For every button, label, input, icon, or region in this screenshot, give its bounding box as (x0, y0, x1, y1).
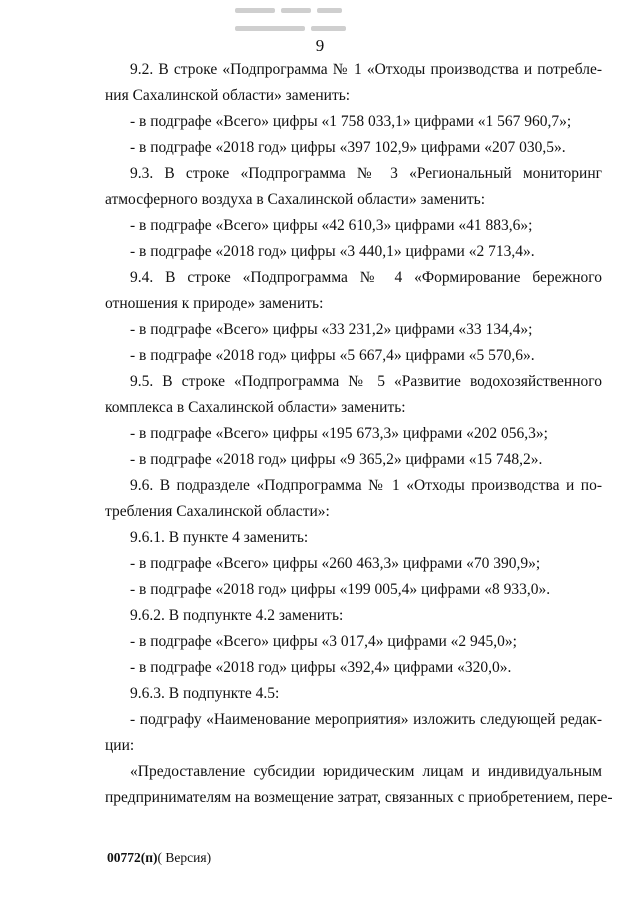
list-item: - в подграфе «2018 год» цифры «397 102,9» цифрами «207 030,5». (130, 139, 566, 156)
list-item: - в подграфе «2018 год» цифры «9 365,2» цифрами «15 748,2». (130, 451, 543, 468)
list-item: - в подграфе «Всего» цифры «1 758 033,1» цифрами «1 567 960,7»; (130, 113, 572, 130)
paragraph-line: атмосферного воздуха в Сахалинской области» заменить: (105, 191, 486, 208)
list-item: - в подграфе «Всего» цифры «42 610,3» цифрами «41 883,6»; (130, 217, 533, 234)
page-number: 9 (315, 36, 325, 55)
list-item: - в подграфе «Всего» цифры «195 673,3» цифрами «202 056,3»; (130, 425, 548, 442)
paragraph-line: «Предоставление субсидии юридическим лицам и индивидуальным (130, 763, 602, 780)
section-heading: 9.6.2. В подпункте 4.2 заменить: (130, 607, 344, 624)
list-item: - в подграфе «2018 год» цифры «5 667,4» цифрами «5 570,6». (130, 347, 535, 364)
paragraph-line: отношения к природе» заменить: (105, 295, 324, 312)
paragraph-line: 9.4. В строке «Подпрограмма № 4 «Формирование бережного (130, 269, 602, 286)
paragraph-line: 9.3. В строке «Подпрограмма № 3 «Региональный мониторинг (130, 165, 602, 182)
paragraph-line: 9.6. В подразделе «Подпрограмма № 1 «Отходы производства и по- (130, 477, 602, 494)
list-item: - в подграфе «2018 год» цифры «199 005,4» цифрами «8 933,0». (130, 581, 551, 598)
list-item: - в подграфе «Всего» цифры «3 017,4» цифрами «2 945,0»; (130, 633, 517, 650)
list-item: - в подграфе «Всего» цифры «33 231,2» цифрами «33 134,4»; (130, 321, 533, 338)
paragraph-line: ния Сахалинской области» заменить: (105, 87, 351, 104)
paragraph-line: - подграфу «Наименование мероприятия» изложить следующей редак- (130, 711, 602, 728)
paragraph-line: требления Сахалинской области»: (105, 503, 330, 520)
paragraph-line: 9.2. В строке «Подпрограмма № 1 «Отходы производства и потребле- (130, 61, 602, 78)
list-item: - в подграфе «Всего» цифры «260 463,3» цифрами «70 390,9»; (130, 555, 541, 572)
paragraph-line: предпринимателям на возмещение затрат, связанных с приобретением, пере- (105, 789, 613, 806)
document-version: ( Версия) (157, 850, 212, 865)
list-item: - в подграфе «2018 год» цифры «392,4» цифрами «320,0». (130, 659, 512, 676)
paragraph-line: ции: (105, 737, 135, 754)
document-footer (107, 850, 211, 866)
stamp-mark (232, 2, 382, 24)
section-heading: 9.6.3. В подпункте 4.5: (130, 685, 280, 702)
paragraph-line: комплекса в Сахалинской области» заменить: (105, 399, 406, 416)
list-item: - в подграфе «2018 год» цифры «3 440,1» цифрами «2 713,4». (130, 243, 535, 260)
section-heading: 9.6.1. В пункте 4 заменить: (130, 529, 309, 546)
document-code: 00772(п) (107, 850, 158, 865)
paragraph-line: 9.5. В строке «Подпрограмма № 5 «Развитие водохозяйственного (130, 373, 602, 390)
